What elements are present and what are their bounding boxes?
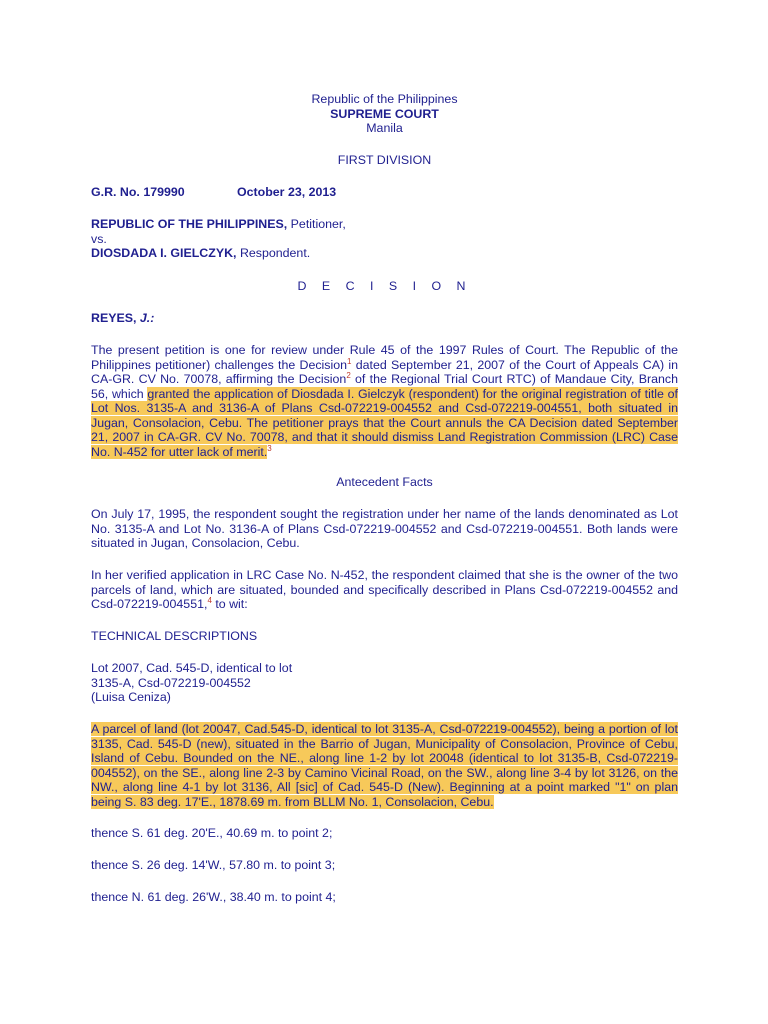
para3-tail: to wit: xyxy=(211,597,248,611)
lot-label xyxy=(91,661,678,705)
footnote-3-link[interactable]: 3 xyxy=(267,443,272,453)
bearing-line-3: thence N. 61 deg. 26'W., 38.40 m. to point 4; xyxy=(91,890,336,904)
paragraph-1 xyxy=(91,343,678,459)
court-header xyxy=(91,92,678,136)
ponente xyxy=(91,311,678,326)
court-name: SUPREME COURT xyxy=(330,106,439,121)
ponente-suffix: J.: xyxy=(139,311,155,325)
paragraph-3 xyxy=(91,568,678,612)
respondent-role: Respondent. xyxy=(239,246,311,260)
parties xyxy=(91,217,678,261)
country-line: Republic of the Philippines xyxy=(311,92,458,106)
city-line: Manila xyxy=(366,121,403,135)
case-date: October 23, 2013 xyxy=(237,185,337,199)
petitioner-role: Petitioner, xyxy=(290,217,346,231)
bearing-line-1: thence S. 61 deg. 20'E., 40.69 m. to point 2; xyxy=(91,826,333,840)
petitioner-line xyxy=(91,217,678,232)
petitioner-name: REPUBLIC OF THE PHILIPPINES, xyxy=(91,217,288,231)
case-number-line xyxy=(91,185,678,200)
paragraph-2: On July 17, 1995, the respondent sought the registration under her name of the lands denominated as Lot No. 3135-A and Lot No. 3136-A of Plans Csd-072219-004552 and Csd-072219-004551. Both lands were situated in Jugan, Consolacion, Cebu. xyxy=(91,507,678,550)
ponente-name: REYES, xyxy=(91,311,137,325)
versus: vs. xyxy=(91,231,107,246)
para1-highlight: granted the application of Diosdada I. Gielczyk (respondent) for the original registration of title of Lot Nos. 3135-A and 3136-A of Plans Csd-072219-004552 and Csd-072219-004551, both situated in Jugan, Consolacion, Cebu. The petitioner prays that the Court annuls the CA Decision dated September 21, 2007 in CA-GR. CV No. 70078, and that it should dismiss Land Registration Commission (LRC) Case No. N-452 for utter lack of merit. xyxy=(91,386,678,459)
division-line: FIRST DIVISION xyxy=(337,153,432,167)
para1-text-b: dated September 21, 2007 of the Court of Appeals CA) in CA-GR. CV No. 70078, affirming the Decision xyxy=(91,357,679,386)
para1-text-a: The present petition is one for review under Rule 45 of the 1997 Rules of Court. The Republic of the Philippines petitioner) challenges the Decision xyxy=(91,343,678,372)
footnote-2-link[interactable]: 2 xyxy=(346,370,351,380)
lot-line-3: (Luisa Ceniza) xyxy=(91,690,171,704)
bearing-line-2: thence S. 26 deg. 14'W., 57.80 m. to point 3; xyxy=(91,858,336,872)
para3-text: In her verified application in LRC Case No. N-452, the respondent claimed that she is the owner of the two parcels of land, which are situated, bounded and specifically described in Plans Csd-072219-004552 and Csd-072219-004551, xyxy=(91,568,678,611)
footnote-4-link[interactable]: 4 xyxy=(207,595,212,605)
footnote-1-link[interactable]: 1 xyxy=(347,356,352,366)
para1-text-c: of the Regional Trial Court RTC) of Mandaue City, Branch 56, which xyxy=(91,372,678,401)
gr-number: G.R. No. 179990 xyxy=(91,185,185,199)
respondent-name: DIOSDADA I. GIELCZYK, xyxy=(91,246,237,260)
lot-line-1: Lot 2007, Cad. 545-D, identical to lot xyxy=(91,661,293,675)
parcel-description xyxy=(91,722,678,809)
decision-title: D E C I S I O N xyxy=(297,279,472,293)
respondent-line xyxy=(91,246,678,261)
technical-descriptions-heading: TECHNICAL DESCRIPTIONS xyxy=(91,629,258,643)
antecedent-facts-heading: Antecedent Facts xyxy=(336,475,433,489)
parcel-description-highlight: A parcel of land (lot 20047, Cad.545-D, identical to lot 3135-A, Csd-072219-004552), being a portion of lot 3135, Cad. 545-D (new), situated in the Barrio of Jugan, Municipality of Consolacion, Province of Cebu, Island of Cebu. Bounded on the NE., along line 1-2 by lot 20048 (identical to lot 3135-B, Csd-072219-004552), on the SE., along line 2-3 by Camino Vicinal Road, on the SW., along line 3-4 by lot 3126, on the NW., along line 4-1 by lot 3136, All [sic] of Cad. 545-D (New). Beginning at a point marked "1" on plan being S. 83 deg. 17'E., 1878.69 m. from BLLM No. 1, Consolacion, Cebu. xyxy=(91,722,678,809)
lot-line-2: 3135-A, Csd-072219-004552 xyxy=(91,675,251,690)
